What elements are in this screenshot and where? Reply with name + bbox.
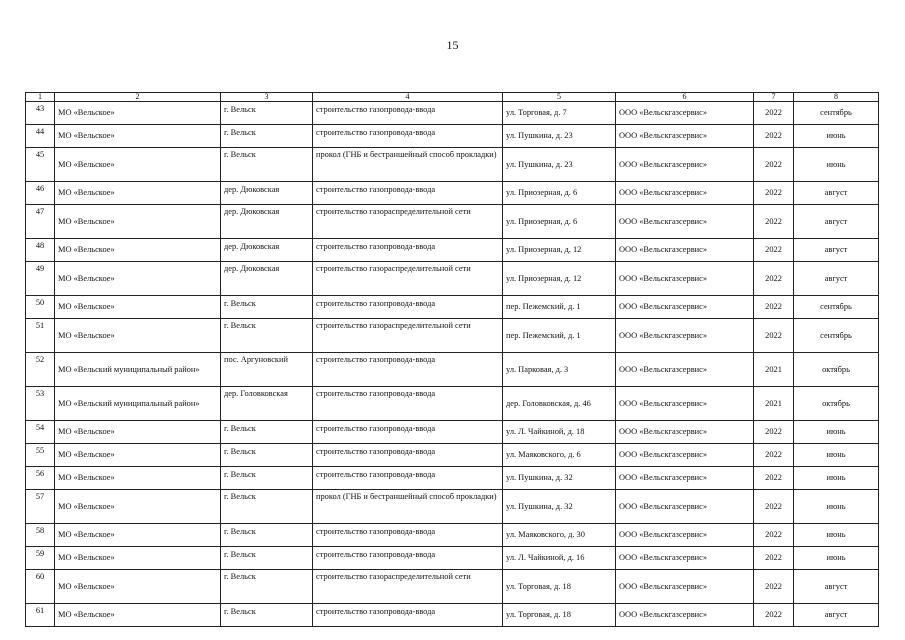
row-number-cell: 54 [26,421,55,444]
table-row [26,262,879,296]
address-cell: пер. Пежемский, д. 1 [503,296,616,319]
row-number-cell: 57 [26,490,55,524]
column-header: 4 [313,93,503,102]
address-cell: дер. Головковская, д. 46 [503,387,616,421]
month-cell: октябрь [794,353,879,387]
municipality-cell: МО «Вельское» [55,239,221,262]
table-row [26,205,879,239]
month-cell: август [794,604,879,627]
table-row [26,125,879,148]
year-cell: 2021 [754,353,794,387]
organization-cell: ООО «Вельскгазсервис» [616,490,754,524]
year-cell: 2022 [754,547,794,570]
year-cell: 2022 [754,604,794,627]
address-cell: ул. Маяковского, д. 30 [503,524,616,547]
work-type-cell: строительство газораспределительной сети [313,319,503,353]
settlement-cell: г. Вельск [221,296,313,319]
row-number-cell: 45 [26,148,55,182]
settlement-cell: дер. Головковская [221,387,313,421]
settlement-cell: г. Вельск [221,444,313,467]
organization-cell: ООО «Вельскгазсервис» [616,421,754,444]
organization-cell: ООО «Вельскгазсервис» [616,182,754,205]
work-type-cell: строительство газопровода-ввода [313,524,503,547]
year-cell: 2022 [754,444,794,467]
month-cell: сентябрь [794,319,879,353]
municipality-cell: МО «Вельское» [55,296,221,319]
row-number-cell: 58 [26,524,55,547]
work-type-cell: строительство газопровода-ввода [313,125,503,148]
organization-cell: ООО «Вельскгазсервис» [616,604,754,627]
work-type-cell: строительство газопровода-ввода [313,421,503,444]
work-type-cell: строительство газопровода-ввода [313,239,503,262]
municipality-cell: МО «Вельское» [55,444,221,467]
address-cell: ул. Приозерная, д. 12 [503,239,616,262]
address-cell: ул. Торговая, д. 7 [503,102,616,125]
settlement-cell: г. Вельск [221,125,313,148]
table-row [26,296,879,319]
month-cell: июнь [794,421,879,444]
work-type-cell: прокол (ГНБ и бестраншейный способ прокладки) [313,148,503,182]
settlement-cell: г. Вельск [221,547,313,570]
column-header: 3 [221,93,313,102]
year-cell: 2021 [754,387,794,421]
municipality-cell: МО «Вельское» [55,262,221,296]
year-cell: 2022 [754,467,794,490]
page-number: 15 [446,38,459,52]
municipality-cell: МО «Вельское» [55,182,221,205]
address-cell: ул. Приозерная, д. 6 [503,182,616,205]
work-type-cell: строительство газопровода-ввода [313,444,503,467]
organization-cell: ООО «Вельскгазсервис» [616,262,754,296]
settlement-cell: дер. Дюковская [221,205,313,239]
row-number-cell: 44 [26,125,55,148]
organization-cell: ООО «Вельскгазсервис» [616,102,754,125]
address-cell: ул. Л. Чайкиной, д. 18 [503,421,616,444]
row-number-cell: 52 [26,353,55,387]
table-row [26,387,879,421]
work-type-cell: строительство газораспределительной сети [313,570,503,604]
organization-cell: ООО «Вельскгазсервис» [616,353,754,387]
year-cell: 2022 [754,296,794,319]
row-number-cell: 51 [26,319,55,353]
year-cell: 2022 [754,319,794,353]
year-cell: 2022 [754,148,794,182]
month-cell: август [794,205,879,239]
month-cell: июнь [794,444,879,467]
row-number-cell: 56 [26,467,55,490]
organization-cell: ООО «Вельскгазсервис» [616,444,754,467]
month-cell: сентябрь [794,296,879,319]
organization-cell: ООО «Вельскгазсервис» [616,467,754,490]
month-cell: июнь [794,490,879,524]
row-number-cell: 49 [26,262,55,296]
work-type-cell: строительство газопровода-ввода [313,296,503,319]
address-cell: ул. Пушкина, д. 23 [503,125,616,148]
table-row [26,239,879,262]
settlement-cell: г. Вельск [221,467,313,490]
settlement-cell: г. Вельск [221,148,313,182]
municipality-cell: МО «Вельское» [55,102,221,125]
year-cell: 2022 [754,239,794,262]
address-cell: ул. Пушкина, д. 32 [503,490,616,524]
work-type-cell: строительство газопровода-ввода [313,387,503,421]
municipality-cell: МО «Вельское» [55,547,221,570]
municipality-cell: МО «Вельское» [55,604,221,627]
column-header: 8 [794,93,879,102]
table-row [26,604,879,627]
address-cell: ул. Торговая, д. 18 [503,604,616,627]
column-header: 2 [55,93,221,102]
settlement-cell: дер. Дюковская [221,239,313,262]
work-type-cell: строительство газопровода-ввода [313,182,503,205]
address-cell: пер. Пежемский, д. 1 [503,319,616,353]
month-cell: октябрь [794,387,879,421]
municipality-cell: МО «Вельское» [55,319,221,353]
year-cell: 2022 [754,125,794,148]
organization-cell: ООО «Вельскгазсервис» [616,319,754,353]
municipality-cell: МО «Вельское» [55,490,221,524]
row-number-cell: 60 [26,570,55,604]
work-type-cell: строительство газопровода-ввода [313,353,503,387]
row-number-cell: 50 [26,296,55,319]
column-header: 7 [754,93,794,102]
work-type-cell: строительство газопровода-ввода [313,547,503,570]
organization-cell: ООО «Вельскгазсервис» [616,205,754,239]
work-type-cell: строительство газораспределительной сети [313,262,503,296]
municipality-cell: МО «Вельское» [55,467,221,490]
works-table [25,92,879,627]
settlement-cell: г. Вельск [221,570,313,604]
organization-cell: ООО «Вельскгазсервис» [616,570,754,604]
month-cell: июнь [794,547,879,570]
organization-cell: ООО «Вельскгазсервис» [616,148,754,182]
year-cell: 2022 [754,262,794,296]
month-cell: сентябрь [794,102,879,125]
row-number-cell: 59 [26,547,55,570]
month-cell: август [794,239,879,262]
settlement-cell: г. Вельск [221,524,313,547]
settlement-cell: дер. Дюковская [221,262,313,296]
address-cell: ул. Пушкина, д. 23 [503,148,616,182]
year-cell: 2022 [754,182,794,205]
settlement-cell: г. Вельск [221,490,313,524]
settlement-cell: пос. Аргуновский [221,353,313,387]
settlement-cell: дер. Дюковская [221,182,313,205]
month-cell: август [794,262,879,296]
table-row [26,467,879,490]
work-type-cell: строительство газопровода-ввода [313,102,503,125]
row-number-cell: 48 [26,239,55,262]
table-row [26,148,879,182]
header-row [26,93,879,102]
municipality-cell: МО «Вельский муниципальный район» [55,387,221,421]
row-number-cell: 53 [26,387,55,421]
municipality-cell: МО «Вельское» [55,570,221,604]
address-cell: ул. Л. Чайкиной, д. 16 [503,547,616,570]
table-row [26,524,879,547]
work-type-cell: строительство газопровода-ввода [313,604,503,627]
work-type-cell: прокол (ГНБ и бестраншейный способ прокладки) [313,490,503,524]
row-number-cell: 47 [26,205,55,239]
year-cell: 2022 [754,102,794,125]
table-row [26,319,879,353]
column-header: 6 [616,93,754,102]
table-row [26,353,879,387]
work-type-cell: строительство газораспределительной сети [313,205,503,239]
year-cell: 2022 [754,490,794,524]
municipality-cell: МО «Вельское» [55,205,221,239]
column-header: 5 [503,93,616,102]
table-row [26,444,879,467]
row-number-cell: 61 [26,604,55,627]
organization-cell: ООО «Вельскгазсервис» [616,524,754,547]
row-number-cell: 55 [26,444,55,467]
municipality-cell: МО «Вельское» [55,421,221,444]
month-cell: август [794,570,879,604]
organization-cell: ООО «Вельскгазсервис» [616,387,754,421]
table-row [26,182,879,205]
municipality-cell: МО «Вельское» [55,148,221,182]
address-cell: ул. Торговая, д. 18 [503,570,616,604]
address-cell: ул. Парковая, д. 3 [503,353,616,387]
table-row [26,421,879,444]
municipality-cell: МО «Вельский муниципальный район» [55,353,221,387]
column-header: 1 [26,93,55,102]
month-cell: июнь [794,125,879,148]
year-cell: 2022 [754,524,794,547]
address-cell: ул. Пушкина, д. 32 [503,467,616,490]
year-cell: 2022 [754,205,794,239]
address-cell: ул. Приозерная, д. 12 [503,262,616,296]
table-row [26,102,879,125]
organization-cell: ООО «Вельскгазсервис» [616,296,754,319]
settlement-cell: г. Вельск [221,421,313,444]
row-number-cell: 43 [26,102,55,125]
work-type-cell: строительство газопровода-ввода [313,467,503,490]
municipality-cell: МО «Вельское» [55,524,221,547]
row-number-cell: 46 [26,182,55,205]
month-cell: июнь [794,148,879,182]
month-cell: август [794,182,879,205]
month-cell: июнь [794,467,879,490]
settlement-cell: г. Вельск [221,604,313,627]
month-cell: июнь [794,524,879,547]
municipality-cell: МО «Вельское» [55,125,221,148]
year-cell: 2022 [754,570,794,604]
address-cell: ул. Приозерная, д. 6 [503,205,616,239]
organization-cell: ООО «Вельскгазсервис» [616,239,754,262]
table-row [26,490,879,524]
table-row [26,547,879,570]
organization-cell: ООО «Вельскгазсервис» [616,547,754,570]
organization-cell: ООО «Вельскгазсервис» [616,125,754,148]
settlement-cell: г. Вельск [221,319,313,353]
year-cell: 2022 [754,421,794,444]
table-row [26,570,879,604]
address-cell: ул. Маяковского, д. 6 [503,444,616,467]
settlement-cell: г. Вельск [221,102,313,125]
